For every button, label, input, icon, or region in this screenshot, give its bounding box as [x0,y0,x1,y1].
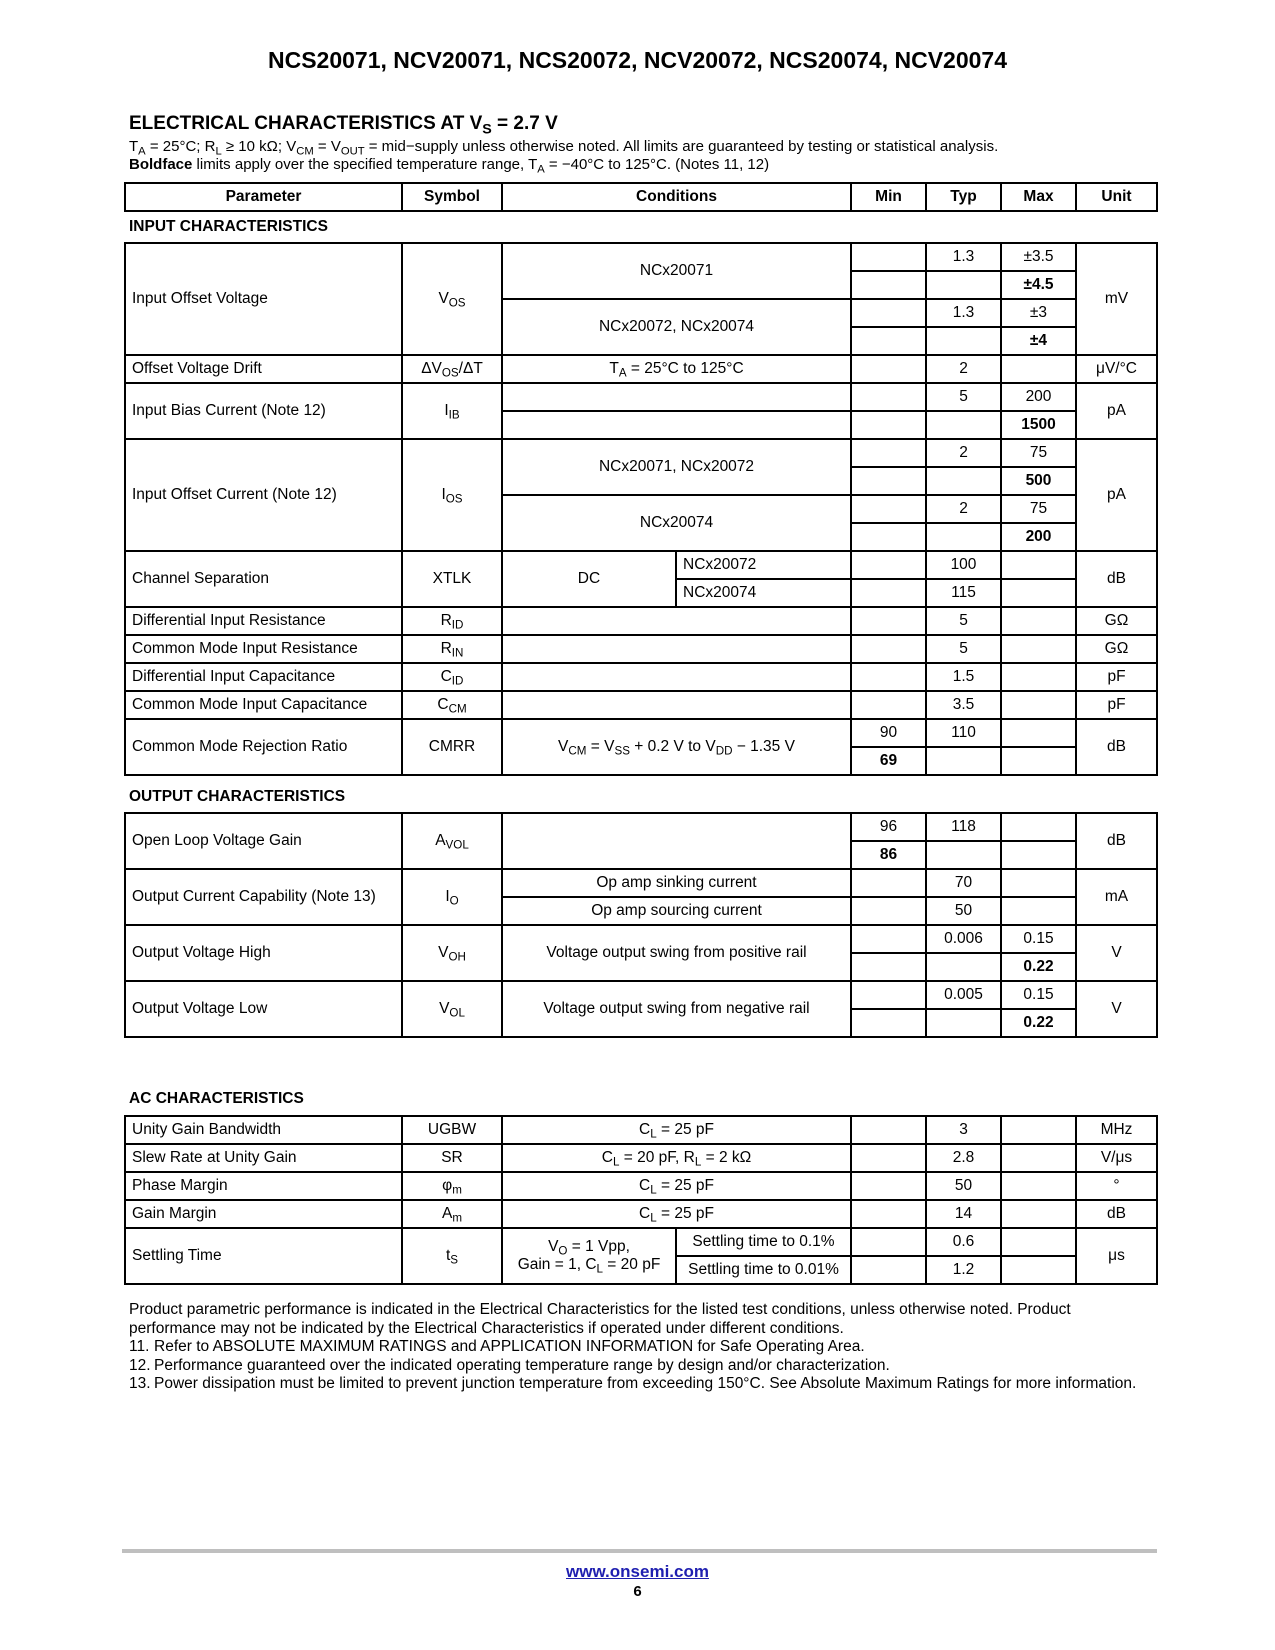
table-row: Common Mode Rejection Ratio CMRR $V_{CM} = V_{SS} + 0.2$ V to $V_{DD} - 1.35$ V 90 110 dB [125,719,1157,747]
table-row: 0.22 [125,1009,1157,1037]
table-output-characteristics [124,812,1156,1038]
table-row: Channel Separation XTLK DC NCx20072 100 dB [125,551,1157,579]
table-row: 1500 [125,411,1157,439]
table-row: Unity Gain Bandwidth UGBW $C_L = 25$ pF 3 MHz [125,1116,1157,1144]
table-row: Slew Rate at Unity Gain SR $C_L = 20$ pF, $R_L = 2$ kΩ 2.8 V/μs [125,1144,1157,1172]
table-input-characteristics [124,242,1156,776]
table-row: NCx20072, NCx20074 1.3 ±3 [125,299,1157,327]
page-number: 6 [633,1583,642,1600]
table-row: Op amp sourcing current 50 [125,897,1157,925]
col-min: Min [851,183,926,211]
table-row: Output Voltage Low $V_{OL}$ Voltage output swing from negative rail 0.005 0.15 V [125,981,1157,1009]
boldface-note-line: Boldface limits apply over the specified temperature range, $T_A = -40^\circ C$ to 125°C. (Notes 11, 12) [129,156,770,176]
table-row: Differential Input Resistance $R_{ID}$ 5 GΩ [125,607,1157,635]
col-max: Max [1001,183,1076,211]
table-row: Settling time to 0.01% 1.2 [125,1256,1157,1284]
table-row: Common Mode Input Capacitance $C_{CM}$ 3.5 pF [125,691,1157,719]
note-12: 12. Performance guaranteed over the indicated operating temperature range by design and/or characterization. [129,1356,890,1374]
footnotes [129,1301,1154,1394]
col-symbol: Symbol [402,183,502,211]
group-ac-characteristics: AC CHARACTERISTICS [129,1090,304,1107]
table-header [124,182,1156,212]
note-11: 11. Refer to ABSOLUTE MAXIMUM RATINGS and APPLICATION INFORMATION for Safe Operating Area. [129,1338,865,1356]
table-row: 0.22 [125,953,1157,981]
table-row: Open Loop Voltage Gain $A_{VOL}$ 96 118 dB [125,813,1157,841]
table-row: NCx20074 2 75 [125,495,1157,523]
col-conditions: Conditions [502,183,851,211]
col-typ: Typ [926,183,1001,211]
section-title: ELECTRICAL CHARACTERISTICS AT $V_S = 2.7$ V [129,113,558,138]
footer-divider [122,1549,1157,1553]
group-input-characteristics: INPUT CHARACTERISTICS [129,218,328,235]
notes-intro: Product parametric performance is indicated in the Electrical Characteristics for the listed test conditions, unless otherwise noted. Product performance may not be indicated by the Electrical Characteristics if operated under different conditions. [129,1301,1071,1337]
table-row: Gain Margin $A_m$ $C_L = 25$ pF 14 dB [125,1200,1157,1228]
table-row: Input Offset Voltage $V_{OS}$ NCx20071 1.3 ±3.5 mV [125,243,1157,271]
table-row: Settling Time $t_S$ $V_O = 1$ Vpp, Gain = 1, $C_L = 20$ pF Settling time to 0.1% 0.6 μs [125,1228,1157,1256]
table-row: NCx20074 115 [125,579,1157,607]
document-title: NCS20071, NCV20071, NCS20072, NCV20072, NCS20074, NCV20074 [267,47,1007,73]
test-conditions-line: $T_A = 25^\circ C$; $R_L \ge 10$ kΩ; $V_{CM} = V_{OUT}$ = mid−supply unless otherwise noted. All limits are guaranteed by testing or statistical analysis. [129,138,999,158]
table-ac-characteristics [124,1115,1156,1285]
table-row: ±4.5 [125,271,1157,299]
table-row: Input Bias Current (Note 12) $I_{IB}$ 5 200 pA [125,383,1157,411]
col-unit: Unit [1076,183,1157,211]
table-row: Input Offset Current (Note 12) $I_{OS}$ NCx20071, NCx20072 2 75 pA [125,439,1157,467]
group-output-characteristics: OUTPUT CHARACTERISTICS [129,788,346,805]
table-row: 200 [125,523,1157,551]
table-row: Output Current Capability (Note 13) $I_O$ Op amp sinking current 70 mA [125,869,1157,897]
table-row: 69 [125,747,1157,775]
table-row: Phase Margin $\varphi_m$ $C_L = 25$ pF 50 ° [125,1172,1157,1200]
table-row: Differential Input Capacitance $C_{ID}$ 1.5 pF [125,663,1157,691]
table-row: Common Mode Input Resistance $R_{IN}$ 5 GΩ [125,635,1157,663]
footer-website-link[interactable]: www.onsemi.com [566,1562,709,1581]
table-row: Output Voltage High $V_{OH}$ Voltage output swing from positive rail 0.006 0.15 V [125,925,1157,953]
col-parameter: Parameter [125,183,402,211]
table-row: 500 [125,467,1157,495]
table-row: ±4 [125,327,1157,355]
table-row: Offset Voltage Drift $\Delta V_{OS}/\Delta T$ $T_A = 25^\circ C$ to 125°C 2 μV/°C [125,355,1157,383]
note-13: 13. Power dissipation must be limited to prevent junction temperature from exceeding 150°C. See Absolute Maximum Ratings for more information. [129,1375,1137,1393]
table-row: 86 [125,841,1157,869]
